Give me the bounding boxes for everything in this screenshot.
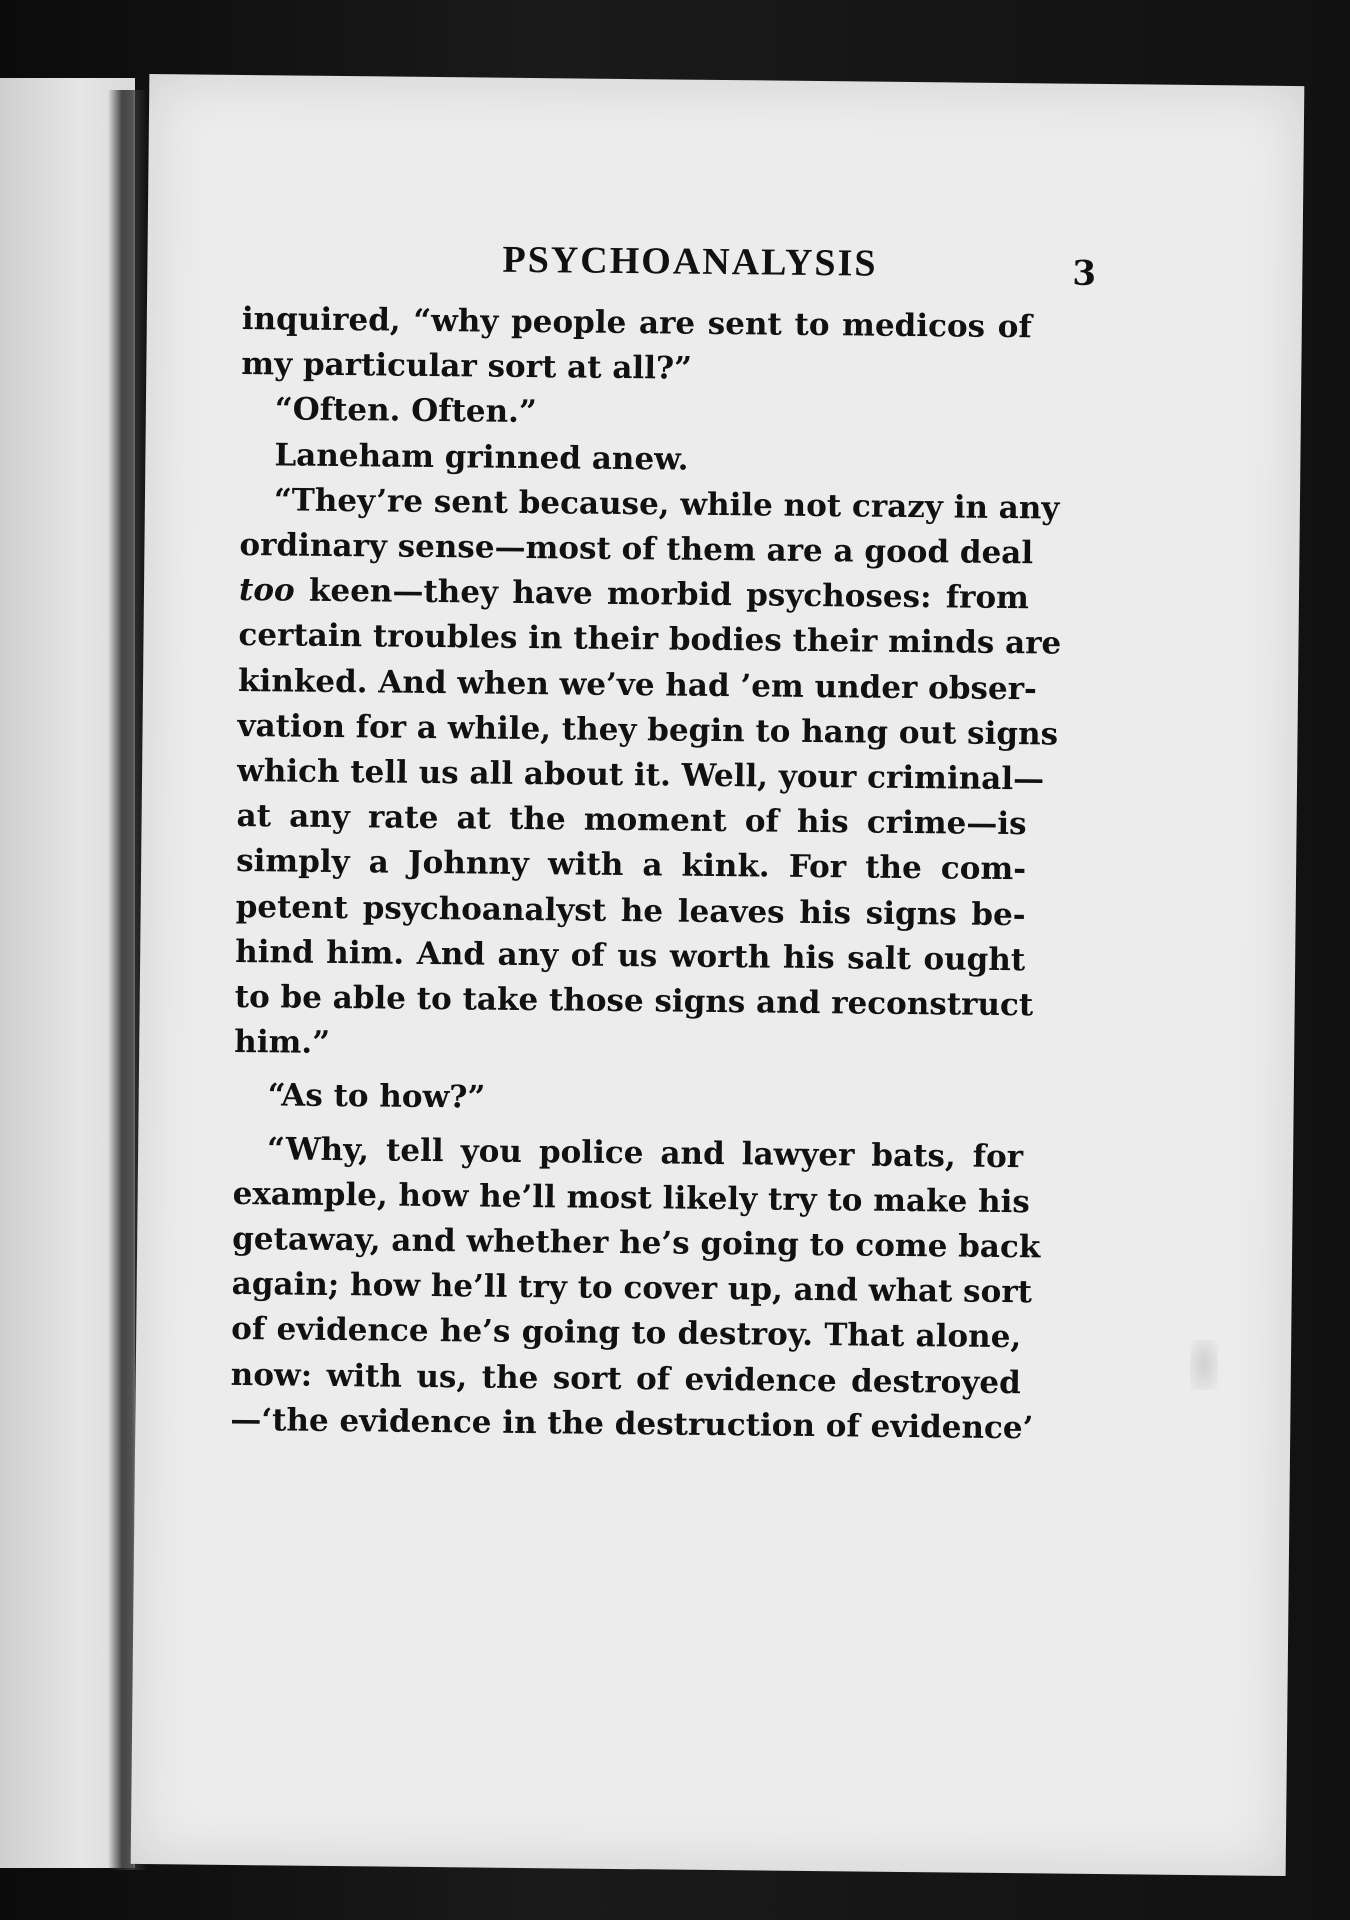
- text-line: of evidence he’s going to destroy. That alone,: [231, 1311, 1022, 1356]
- text-line: simply a Johnny with a kink. For the com-: [235, 843, 1027, 888]
- text-line: certain troubles in their bodies their minds are: [238, 617, 1062, 663]
- page-number: 3: [1072, 253, 1097, 294]
- text-line: ordinary sense—most of them are a good deal: [239, 526, 1034, 572]
- text-line: “As to how?”: [267, 1077, 486, 1117]
- paragraph: [241, 297, 1032, 396]
- paragraph: [240, 433, 1030, 486]
- text-line: getaway, and whether he’s going to come back: [232, 1220, 1041, 1266]
- page-header: [147, 234, 1148, 304]
- text-line: him.”: [234, 1024, 331, 1062]
- text-line: example, how he’ll most likely try to make his: [232, 1175, 1031, 1221]
- text-line: my particular sort at all?”: [241, 346, 693, 387]
- text-line: —‘the evidence in the destruction of evidence’: [230, 1401, 1034, 1447]
- text-line: “They’re sent because, while not crazy in any: [273, 482, 1060, 527]
- text-line: to be able to take those signs and reconstruct: [234, 978, 1034, 1024]
- text-line: petent psychoanalyst he leaves his signs be-: [235, 888, 1026, 933]
- text-line: too keen—they have morbid psychoses: from: [238, 572, 1030, 617]
- text-line: kinked. And when we’ve had ’em under obser-: [237, 662, 1038, 707]
- running-head: PSYCHOANALYSIS: [502, 238, 878, 285]
- text-line: “Why, tell you police and lawyer bats, for: [266, 1130, 1024, 1175]
- text-line: at any rate at the moment of his crime—is: [236, 798, 1027, 843]
- paragraph: [241, 387, 1031, 440]
- book-page: [131, 74, 1305, 1876]
- text-line: which tell us all about it. Well, your criminal—: [236, 752, 1045, 798]
- text-line: inquired, “why people are sent to medicos of: [241, 300, 1032, 346]
- text-line: vation for a while, they begin to hang out signs: [237, 707, 1059, 753]
- paragraph: [230, 1127, 1041, 1452]
- text-line: again; how he’ll try to cover up, and what sort: [231, 1266, 1033, 1311]
- text-line: hind him. And any of us worth his salt ought: [235, 933, 1026, 979]
- scan-smudge: [1190, 1340, 1218, 1390]
- paragraph: [234, 478, 1062, 1074]
- text-line: Laneham grinned anew.: [274, 436, 689, 478]
- text-line: now: with us, the sort of evidence destroyed: [230, 1356, 1021, 1401]
- body-text: [230, 297, 1062, 1451]
- paragraph: [233, 1073, 1023, 1126]
- text-line: “Often. Often.”: [274, 391, 537, 431]
